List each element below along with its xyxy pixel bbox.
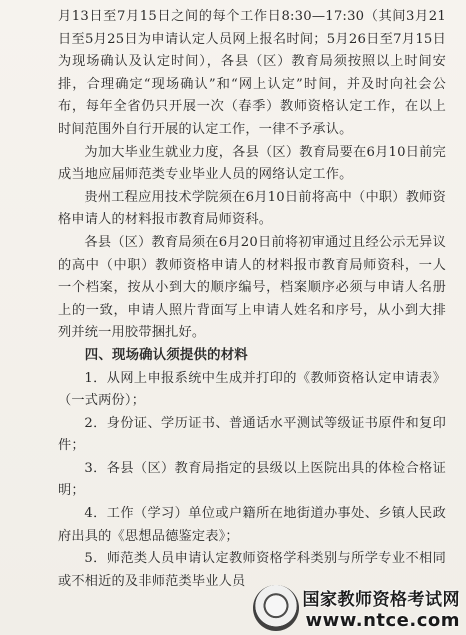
paragraph-4: 各县（区）教育局须在6月20日前将初审通过且经公示无异议的高中（中职）教师资格申请人的材料报市教育局师资科，一人一个档案，按从小到大的顺序编号，档案顺序必须与申请人名册上的一致，申请人照片背面写上申请人姓名和序号，从小到大排列并统一用胶带捆扎好。 bbox=[58, 234, 446, 341]
paragraph-3: 贵州工程应用技术学院须在6月10日前将高中（中职）教师资格申请人的材料报市教育局师资科。 bbox=[58, 189, 446, 228]
section-heading: 四、现场确认须提供的材料 bbox=[84, 347, 248, 363]
watermark-site-name: 国家教师资格考试网 bbox=[302, 590, 460, 610]
document-body bbox=[58, 6, 446, 593]
list-item-4: 4．工作（学习）单位或户籍所在地街道办事处、乡镇人民政府出具的《思想品德鉴定表》； bbox=[58, 506, 446, 544]
seal-logo-icon bbox=[253, 585, 299, 631]
list-item-3: 3．各县（区）教育局指定的县级以上医院出具的体检合格证明； bbox=[58, 460, 446, 499]
watermark-site-url: www.ntce.com bbox=[305, 610, 460, 631]
paragraph-1: 月13日至7月15日之间的每个工作日8:30—17:30（其间3月21日至5月25日为申请认定人员网上报名时间；5月26日至7月15日为现场确认及认定时间），各县（区）教育局须按照以上时间安排，合理确定“现场确认”和“网上认定”时间，并及时向社会公布，每年全省仍只开展一次（春季）教师资格认定工作，在以上时间范围外自行开展的认定工作，一律不予承认。 bbox=[58, 9, 446, 137]
paragraph-2: 为加大毕业生就业力度，各县（区）教育局要在6月10日前完成当地应届师范类专业毕业人员的网络认定工作。 bbox=[58, 144, 446, 183]
list-item-5: 5．师范类人员申请认定教师资格学科类别与所学专业不相同或不相近的及非师范类毕业人员 bbox=[58, 551, 446, 589]
site-watermark bbox=[253, 585, 461, 631]
watermark-text bbox=[303, 585, 461, 631]
list-item-2: 2．身份证、学历证书、普通话水平测试等级证书原件和复印件； bbox=[58, 415, 446, 454]
list-item-1: 1．从网上申报系统中生成并打印的《教师资格认定申请表》（一式两份）； bbox=[58, 370, 446, 409]
